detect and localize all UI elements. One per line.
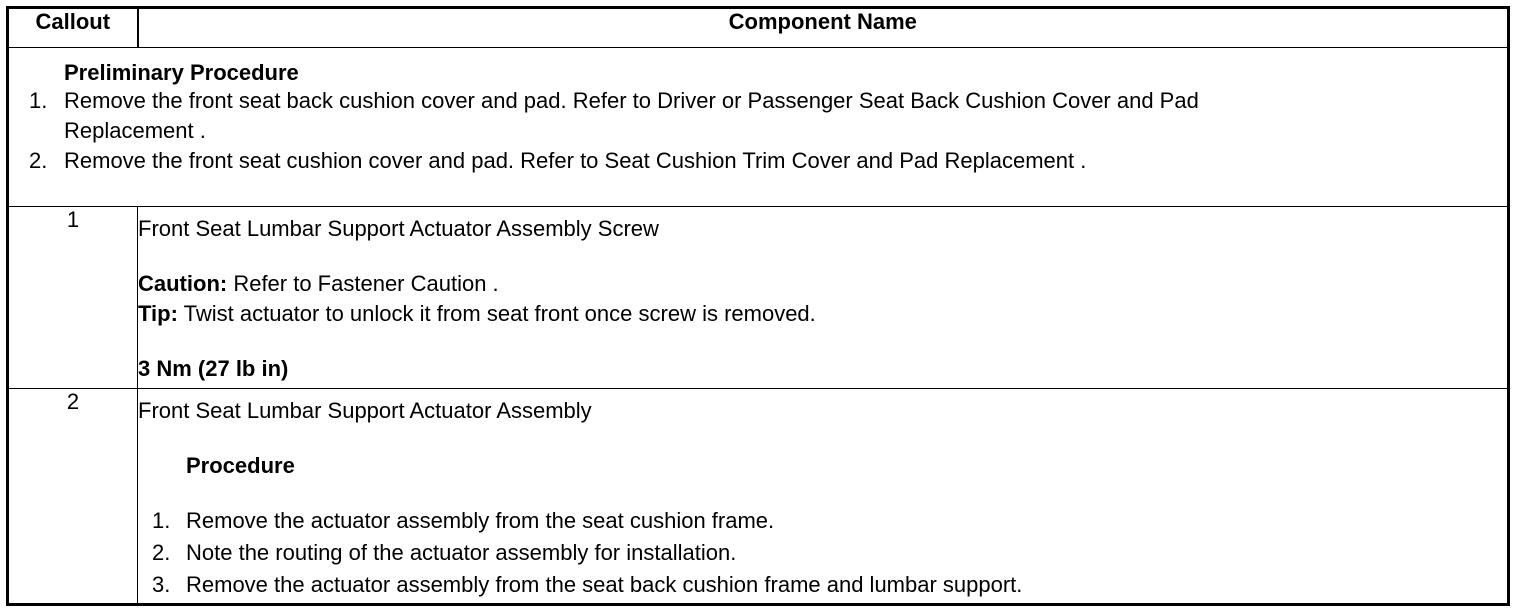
step-number: 3. xyxy=(152,572,171,597)
step-number: 1. xyxy=(29,88,48,113)
callout-number: 1 xyxy=(8,207,138,389)
list-item xyxy=(138,537,1507,569)
table-row xyxy=(8,207,1509,389)
procedure-table xyxy=(6,6,1510,606)
step-text: Remove the actuator assembly from the seat back cushion frame and lumbar support. xyxy=(186,572,1023,597)
component-name-header: Component Name xyxy=(138,8,1509,48)
callout-number: 2 xyxy=(8,389,138,605)
step-text: Remove the front seat back cushion cover and pad. Refer to Driver or Passenger Seat Back Cushion Cover and Pad xyxy=(64,88,1199,113)
step-text-continued: Replacement . xyxy=(64,118,206,143)
component-cell xyxy=(138,389,1509,605)
caution-line xyxy=(138,269,1507,299)
list-item xyxy=(138,505,1507,537)
tip-text: Twist actuator to unlock it from seat front once screw is removed. xyxy=(177,301,816,326)
procedure-title: Procedure xyxy=(186,453,295,478)
component-name: Front Seat Lumbar Support Actuator Assembly Screw xyxy=(138,216,659,241)
tip-label: Tip: xyxy=(138,301,178,326)
step-text: Remove the front seat cushion cover and pad. Refer to Seat Cushion Trim Cover and Pad Replacement . xyxy=(64,148,1087,173)
step-number: 2. xyxy=(152,540,171,565)
preliminary-row xyxy=(8,48,1509,207)
preliminary-steps xyxy=(9,86,1507,176)
list-item xyxy=(9,86,1507,146)
preliminary-cell xyxy=(8,48,1509,207)
caution-text: Refer to Fastener Caution . xyxy=(227,271,499,296)
component-name: Front Seat Lumbar Support Actuator Assembly xyxy=(138,398,592,423)
step-number: 1. xyxy=(152,508,171,533)
list-item xyxy=(138,569,1507,601)
list-item xyxy=(9,146,1507,176)
callout-header: Callout xyxy=(8,8,138,48)
caution-label: Caution: xyxy=(138,271,228,296)
step-number: 2. xyxy=(29,148,48,173)
tip-line xyxy=(138,299,1507,329)
component-cell xyxy=(138,207,1509,389)
preliminary-title: Preliminary Procedure xyxy=(64,60,299,85)
step-text: Remove the actuator assembly from the seat cushion frame. xyxy=(186,508,775,533)
step-text: Note the routing of the actuator assembly for installation. xyxy=(186,540,737,565)
procedure-steps xyxy=(138,505,1507,601)
table-row xyxy=(8,389,1509,605)
header-row xyxy=(8,8,1509,48)
torque-spec: 3 Nm (27 lb in) xyxy=(138,356,289,381)
